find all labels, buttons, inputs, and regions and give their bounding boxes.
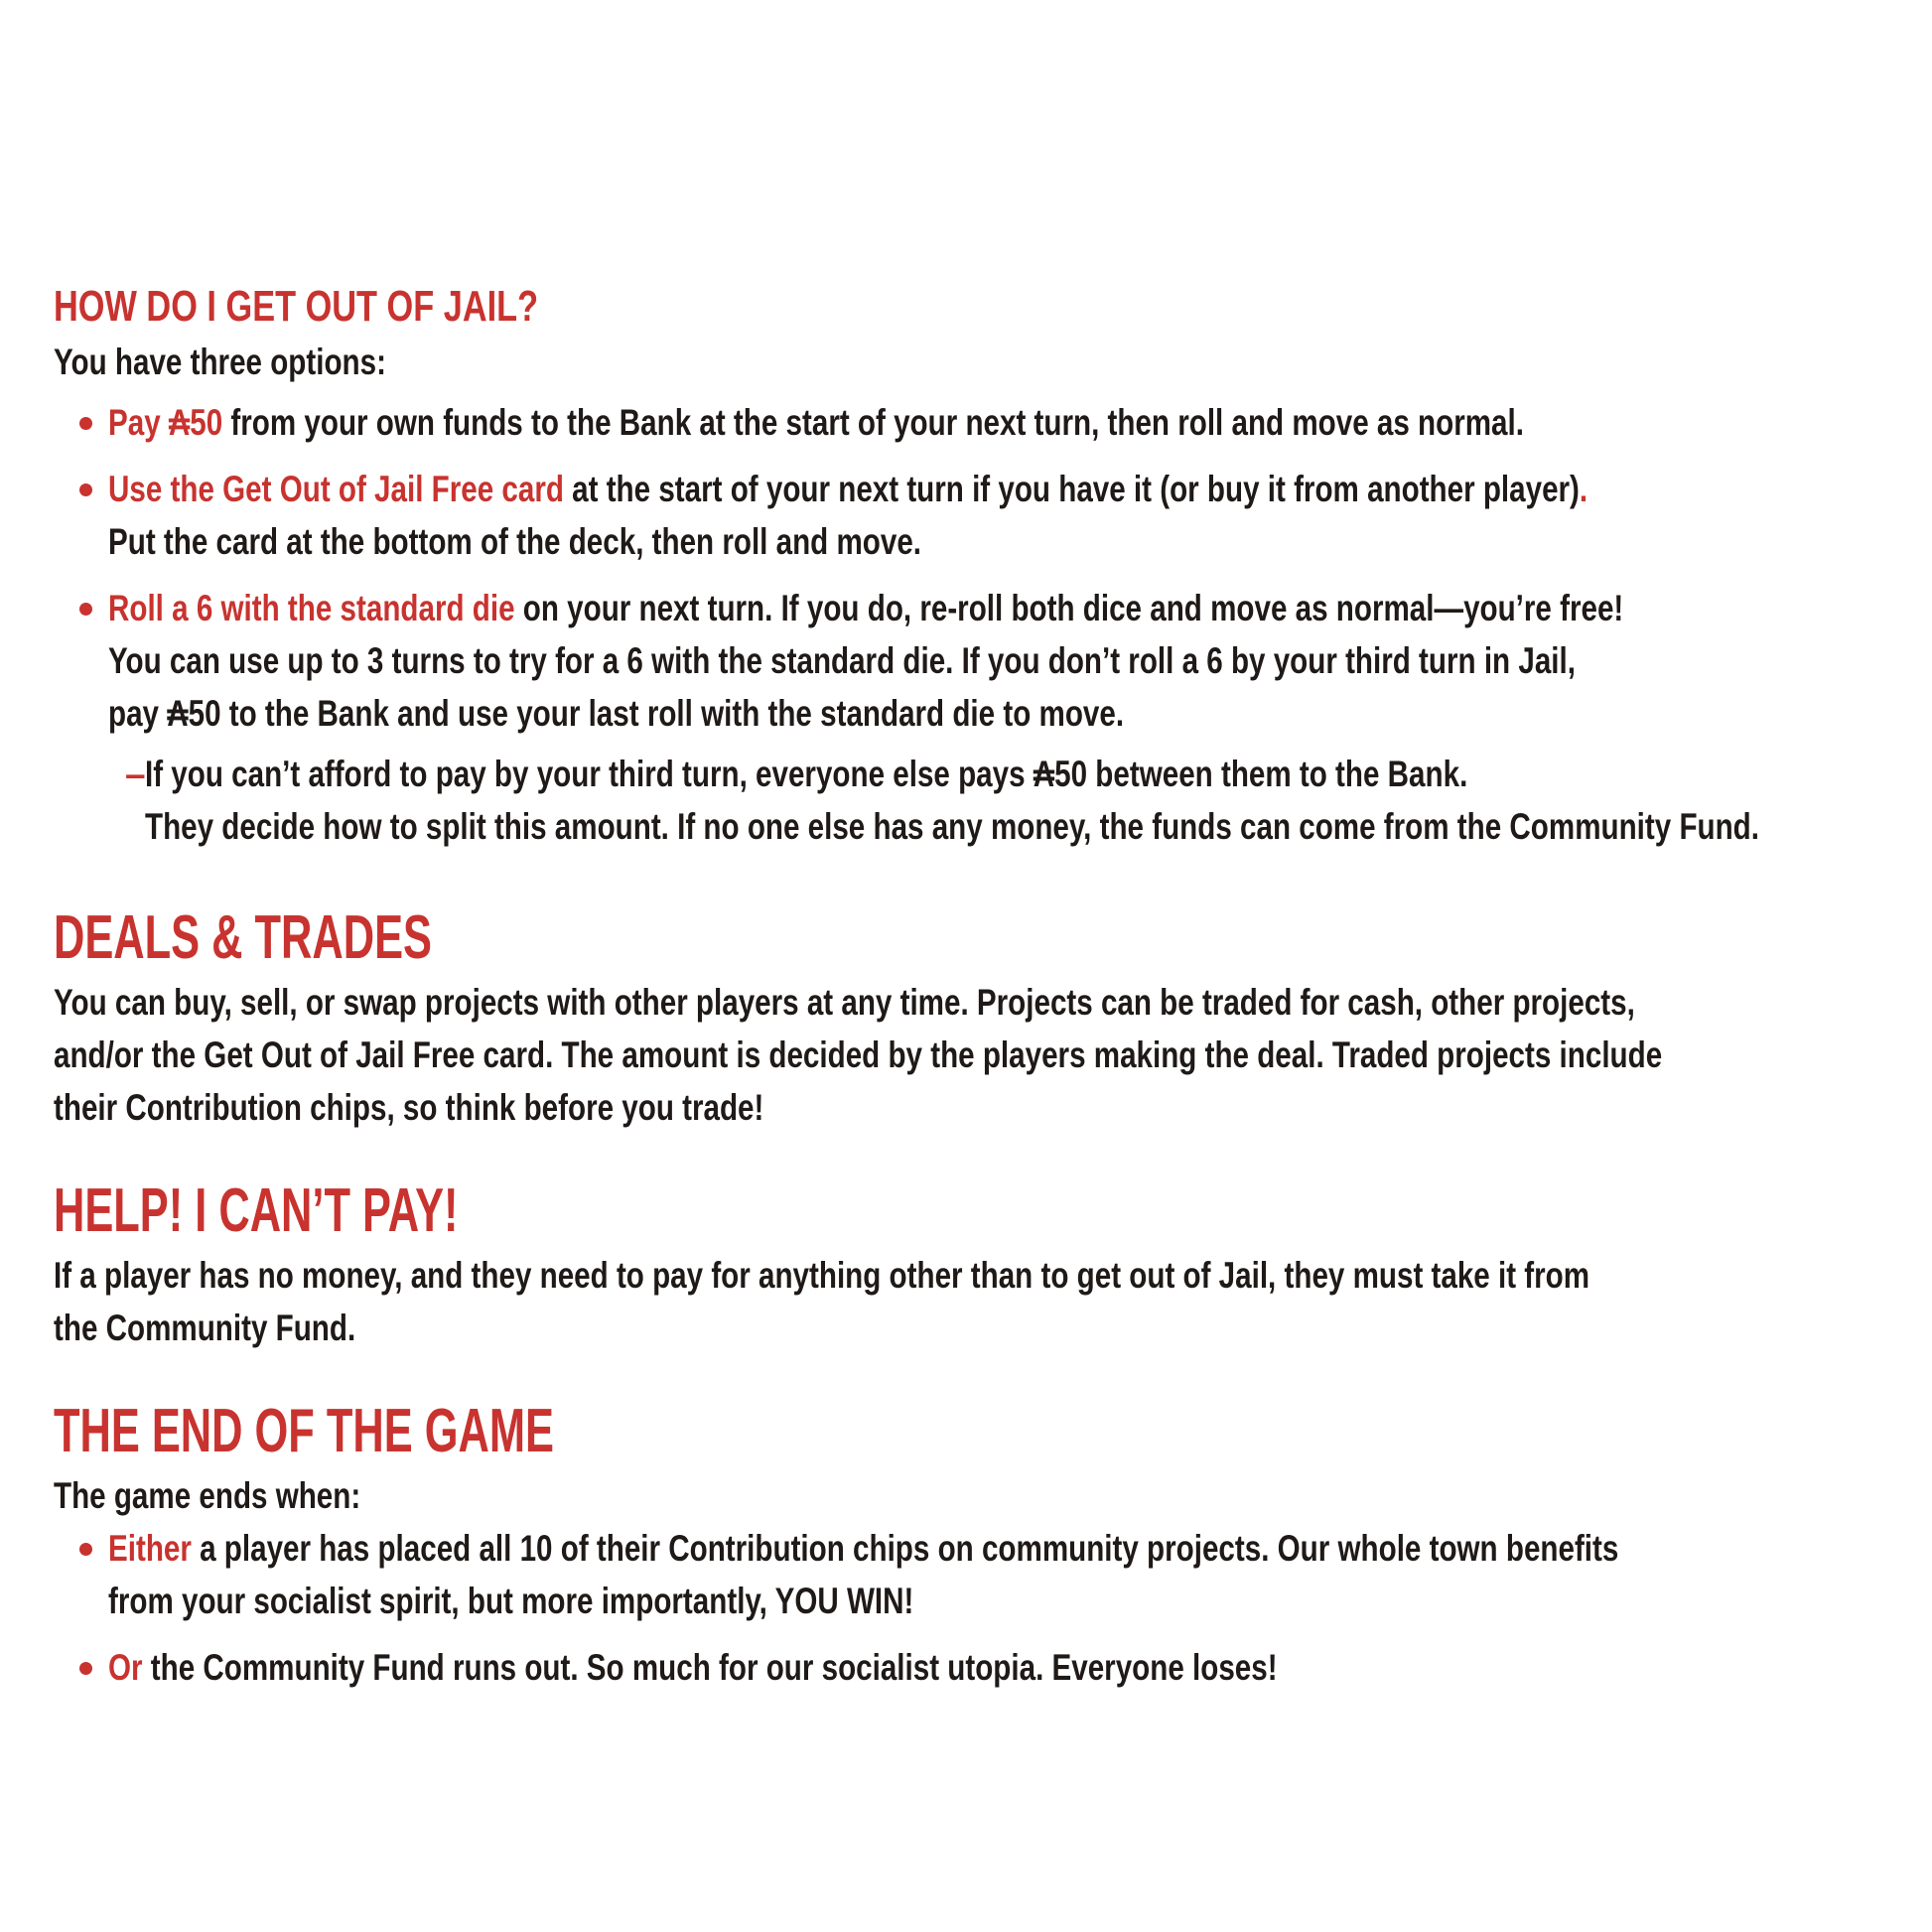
end-option-or-highlight: Or [108, 1647, 143, 1688]
end-option-either-line2: from your socialist spirit, but more importantly, YOU WIN! [108, 1581, 914, 1621]
deals-line2: and/or the Get Out of Jail Free card. The amount is decided by the players making the deal. Traded projects include [54, 1035, 1663, 1075]
help-line2: the Community Fund. [54, 1308, 356, 1348]
jail-section [54, 278, 1900, 853]
deals-heading: DEALS & TRADES [54, 903, 432, 972]
help-line1: If a player has no money, and they need to pay for anything other than to get out of Jail, they must take it from [54, 1255, 1590, 1296]
jail-intro: You have three options: [54, 342, 386, 382]
jail-option-card-period: . [1579, 469, 1588, 509]
help-section [54, 1173, 1900, 1354]
help-heading: HELP! I CAN’T PAY! [54, 1176, 459, 1245]
end-option-either-highlight: Either [108, 1528, 192, 1569]
jail-option-roll [54, 582, 1900, 740]
jail-option-card-line2: Put the card at the bottom of the deck, then roll and move. [108, 521, 922, 562]
rules-page [54, 278, 1900, 1694]
end-heading: THE END OF THE GAME [54, 1397, 554, 1465]
jail-option-roll-line2: You can use up to 3 turns to try for a 6 with the standard die. If you don’t roll a 6 by your third turn in Jail, [108, 640, 1576, 681]
jail-sub-line2: They decide how to split this amount. If no one else has any money, the funds can come from the Community Fund. [145, 806, 1759, 847]
jail-sub-line1: If you can’t afford to pay by your third turn, everyone else pays ₳50 between them to the Bank. [145, 754, 1468, 794]
jail-option-card [54, 463, 1900, 568]
end-option-or [54, 1641, 1900, 1694]
bullet-dot-icon [79, 1543, 92, 1556]
end-option-either-text: a player has placed all 10 of their Contribution chips on community projects. Our whole town benefits [191, 1528, 1619, 1569]
end-section [54, 1394, 1900, 1694]
end-intro: The game ends when: [54, 1475, 361, 1516]
deals-line1: You can buy, sell, or swap projects with other players at any time. Projects can be traded for cash, other projects, [54, 982, 1635, 1023]
deals-section [54, 900, 1900, 1134]
bullet-dot-icon [79, 483, 92, 496]
jail-heading: HOW DO I GET OUT OF JAIL? [54, 282, 539, 331]
end-option-or-text: the Community Fund runs out. So much for our socialist utopia. Everyone loses! [142, 1647, 1278, 1688]
deals-line3: their Contribution chips, so think before you trade! [54, 1087, 764, 1128]
jail-option-card-highlight: Use the Get Out of Jail Free card [108, 469, 564, 509]
end-option-either [54, 1522, 1900, 1627]
jail-option-pay-text: from your own funds to the Bank at the start of your next turn, then roll and move as normal. [222, 402, 1524, 443]
jail-option-card-text: at the start of your next turn if you have it (or buy it from another player) [563, 469, 1580, 509]
jail-option-roll-text: on your next turn. If you do, re-roll both dice and move as normal—you’re free! [514, 588, 1624, 628]
jail-sub-option [54, 748, 1900, 853]
jail-option-pay [54, 396, 1900, 449]
bullet-dot-icon [79, 603, 92, 616]
bullet-dot-icon [79, 1662, 92, 1675]
jail-option-roll-line3: pay ₳50 to the Bank and use your last roll with the standard die to move. [108, 693, 1125, 734]
jail-option-pay-highlight: Pay ₳50 [108, 402, 223, 443]
jail-option-roll-highlight: Roll a 6 with the standard die [108, 588, 515, 628]
dash-marker: – [125, 754, 146, 794]
bullet-dot-icon [79, 417, 92, 430]
